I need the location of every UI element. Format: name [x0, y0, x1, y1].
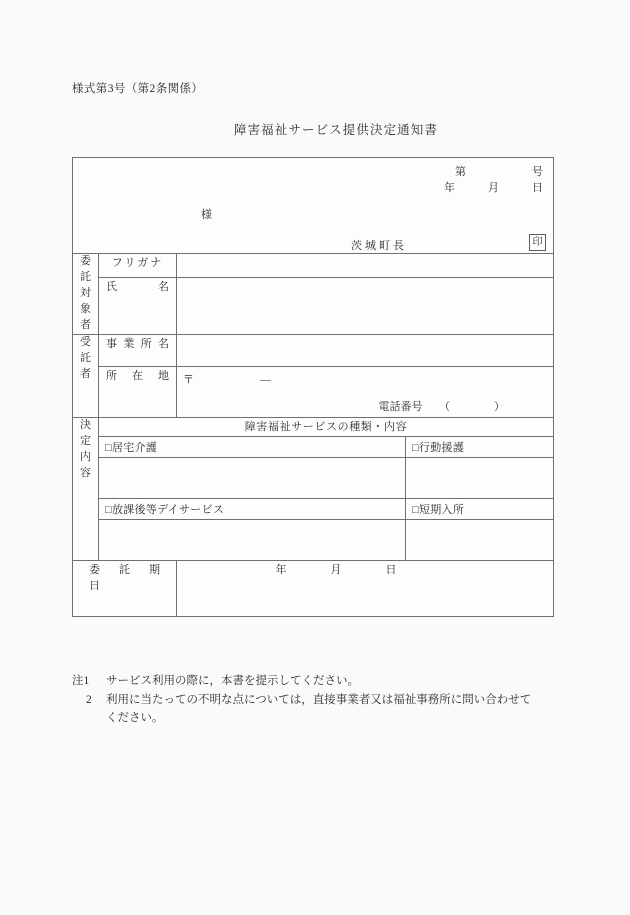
row-label-name	[99, 278, 177, 335]
vchar: 受	[80, 335, 91, 348]
vchar: 委	[80, 255, 91, 267]
table-row	[73, 158, 554, 254]
footnote-2	[72, 691, 572, 710]
row-label-address	[99, 366, 177, 417]
phone-number-label: 電話番号 （ ）	[378, 400, 505, 413]
form-number: 様式第3号（第2条関係）	[72, 83, 204, 95]
row-label-address-text: 所 在 地	[106, 369, 169, 382]
vchar: 象	[80, 302, 91, 315]
checkbox-after-school-day-service[interactable]: □放課後等デイサービス	[99, 498, 406, 519]
field-furigana[interactable]	[177, 254, 554, 278]
vchar: 対	[80, 286, 91, 299]
section-label-contractor	[73, 334, 99, 417]
field-behavioral-support-detail[interactable]	[406, 457, 554, 498]
table-row	[73, 560, 554, 616]
field-office-name[interactable]	[177, 334, 554, 366]
field-short-stay-detail[interactable]	[406, 519, 554, 560]
vchar: 内	[80, 450, 91, 463]
footnote-1	[72, 672, 572, 691]
issuer-name: 茨城町長	[351, 240, 407, 252]
vchar: 定	[80, 434, 91, 447]
table-row	[73, 436, 554, 457]
table-row	[73, 278, 554, 335]
checkbox-short-stay[interactable]: □短期入所	[406, 498, 554, 519]
vchar: 決	[80, 418, 91, 431]
footnotes	[72, 672, 572, 728]
table-row	[73, 498, 554, 519]
field-home-care-detail[interactable]	[99, 457, 406, 498]
table-row	[73, 417, 554, 436]
addressee-suffix: 様	[201, 209, 212, 221]
table-row	[73, 457, 554, 498]
field-name[interactable]	[177, 278, 554, 335]
row-label-office-name	[99, 334, 177, 366]
footnote-2-text: 利用に当たっての不明な点については，直接事業者又は福祉事務所に問い合わせて	[106, 693, 532, 706]
vchar: 託	[80, 351, 91, 364]
row-label-furigana: フリガナ	[99, 254, 177, 278]
field-address[interactable]	[177, 366, 554, 417]
checkbox-home-care[interactable]: □居宅介護	[99, 436, 406, 457]
services-section-header: 障害福祉サービスの種類・内容	[99, 417, 554, 436]
vchar: 者	[80, 367, 91, 380]
footnote-2-continuation: ください。	[106, 712, 164, 725]
footnote-1-text: サービス利用の際に，本書を提示してください。	[106, 675, 359, 687]
postal-code-mark: 〒 —	[183, 373, 271, 386]
field-commission-period[interactable]: 年 月 日	[177, 560, 554, 616]
footnote-2-mark: 2	[86, 693, 92, 706]
checkbox-behavioral-support[interactable]: □行動援護	[406, 436, 554, 457]
row-label-commission-period	[73, 560, 177, 616]
table-row	[73, 366, 554, 417]
document-date: 年 月 日	[444, 182, 543, 194]
seal-icon: 印	[529, 234, 546, 251]
row-label-commission-period-text: 委 託 期 日	[89, 563, 171, 592]
section-label-entrusted-target	[73, 254, 99, 335]
notification-form-table	[72, 157, 554, 617]
document-title: 障害福祉サービス提供決定通知書	[233, 123, 438, 137]
vchar: 容	[80, 466, 91, 479]
vchar: 託	[80, 270, 91, 283]
table-row	[73, 334, 554, 366]
table-row	[73, 254, 554, 278]
vchar: 者	[80, 318, 91, 331]
row-label-office-name-text: 事業所名	[106, 337, 169, 350]
document-number: 第 号	[455, 166, 543, 178]
field-after-school-day-service-detail[interactable]	[99, 519, 406, 560]
section-label-decision-content	[73, 417, 99, 560]
footnote-1-mark: 注1	[72, 675, 90, 687]
row-label-name-text: 氏 名	[106, 281, 169, 294]
addressee-block	[73, 158, 554, 254]
table-row	[73, 519, 554, 560]
